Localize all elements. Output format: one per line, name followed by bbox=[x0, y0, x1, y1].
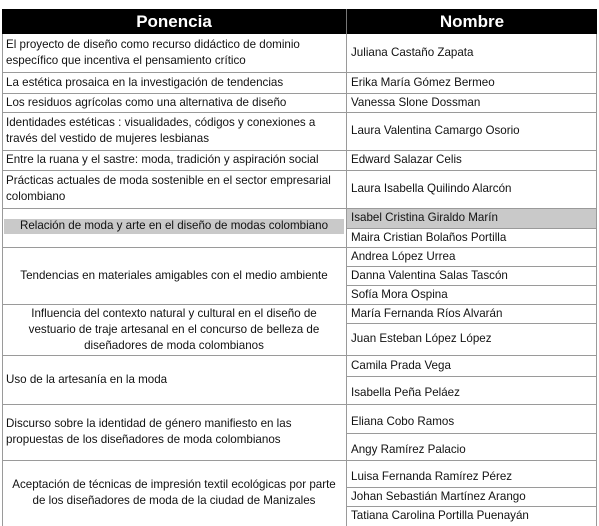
nombre-cell[interactable]: Andrea López Urrea bbox=[351, 249, 456, 263]
nombre-cell[interactable]: Erika María Gómez Bermeo bbox=[351, 75, 495, 89]
nombre-cell[interactable]: Luisa Fernanda Ramírez Pérez bbox=[351, 470, 513, 483]
ponencia-cell-selected[interactable]: Relación de moda y arte en el diseño de modas colombiano bbox=[19, 219, 329, 232]
nombre-cell[interactable]: Angy Ramírez Palacio bbox=[351, 443, 466, 456]
ponencia-cell[interactable]: Prácticas actuales de moda sostenible en el sector empresarial colombiano bbox=[6, 174, 331, 203]
ponencia-cell[interactable]: Tendencias en materiales amigables con el medio ambiente bbox=[20, 268, 328, 282]
ponencia-cell[interactable]: La estética prosaica en la investigación de tendencias bbox=[6, 75, 284, 89]
nombre-cell[interactable]: Maira Cristian Bolaños Portilla bbox=[351, 230, 507, 244]
ponencia-cell[interactable]: Los residuos agrícolas como una alternativa de diseño bbox=[6, 95, 287, 109]
nombre-cell[interactable]: Juan Esteban López López bbox=[351, 332, 492, 345]
ponencia-cell[interactable]: El proyecto de diseño como recurso didáctico de dominio específico que incentiva el pensamiento crítico bbox=[6, 38, 300, 67]
nombre-cell[interactable]: Isabella Peña Peláez bbox=[351, 386, 460, 399]
nombre-cell[interactable]: Laura Valentina Camargo Osorio bbox=[351, 124, 520, 137]
nombre-cell[interactable]: María Fernanda Ríos Alvarán bbox=[351, 306, 503, 320]
ponencia-cell[interactable]: Uso de la artesanía en la moda bbox=[6, 372, 168, 386]
nombre-cell[interactable]: Eliana Cobo Ramos bbox=[351, 415, 455, 428]
header-nombre[interactable]: Nombre bbox=[346, 9, 597, 34]
nombre-cell[interactable]: Johan Sebastián Martínez Arango bbox=[351, 489, 526, 503]
nombre-cell-selected[interactable]: Isabel Cristina Giraldo Marín bbox=[351, 211, 498, 224]
nombre-cell[interactable]: Laura Isabella Quilindo Alarcón bbox=[351, 182, 512, 195]
nombre-cell[interactable]: Danna Valentina Salas Tascón bbox=[351, 268, 508, 282]
nombre-cell[interactable]: Vanessa Slone Dossman bbox=[351, 95, 481, 109]
nombre-cell[interactable]: Tatiana Carolina Portilla Puenayán bbox=[351, 509, 529, 522]
ponencia-cell[interactable]: Discurso sobre la identidad de género manifiesto en las propuestas de los diseñadores de moda colombianos bbox=[6, 417, 292, 446]
ponencia-cell[interactable]: Entre la ruana y el sastre: moda, tradición y aspiración social bbox=[6, 153, 319, 166]
ponencia-cell[interactable]: Aceptación de técnicas de impresión textil ecológicas por parte de los diseñadores de moda de la ciudad de Manizales bbox=[12, 478, 336, 507]
ponencia-cell[interactable]: Identidades estéticas : visualidades, códigos y conexiones a través del vestido de mujeres lesbianas bbox=[6, 116, 316, 145]
ponencia-cell[interactable]: Influencia del contexto natural y cultural en el diseño de vestuario de traje artesanal en el concurso de belleza de diseñadores de moda colombianos bbox=[28, 306, 320, 352]
nombre-cell[interactable]: Sofía Mora Ospina bbox=[351, 287, 448, 301]
nombre-cell[interactable]: Juliana Castaño Zapata bbox=[351, 46, 474, 59]
header-ponencia[interactable]: Ponencia bbox=[2, 9, 346, 34]
nombre-cell[interactable]: Edward Salazar Celis bbox=[351, 153, 462, 166]
nombre-cell[interactable]: Camila Prada Vega bbox=[351, 358, 451, 372]
